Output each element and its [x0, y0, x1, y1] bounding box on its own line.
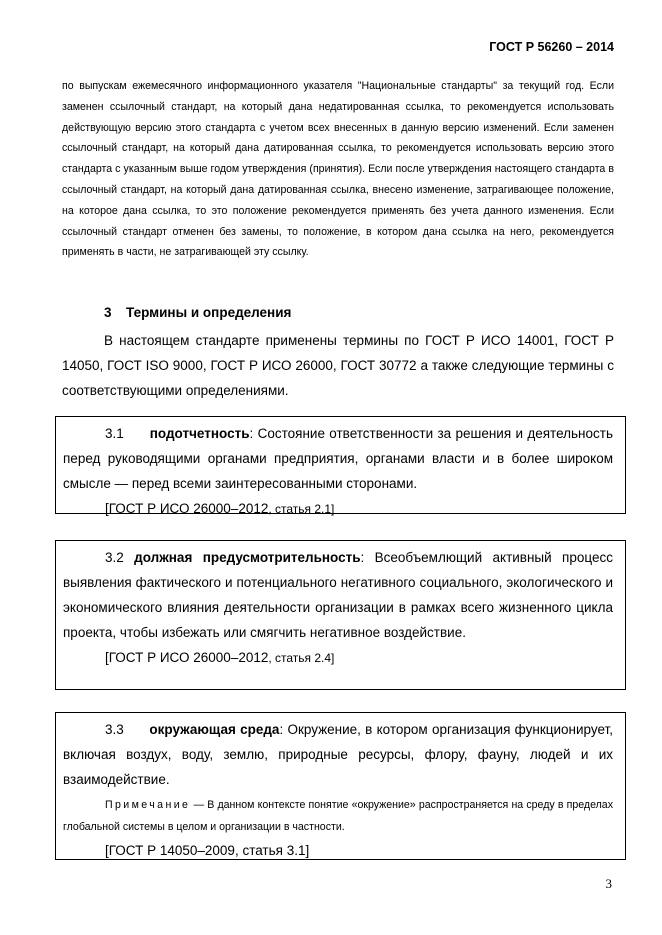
- term-source: [63, 496, 613, 522]
- term-name: должная предусмотрительность: [134, 550, 361, 565]
- term-definition-text: Всеобъемлющий активный процесс выявления фактического и потенциального негативного социального, экологического и экономического влияния деятельности организации в рамках всего жизненного цикла проекта, чтобы избежать или смягчить негативное воздействие.: [63, 550, 613, 640]
- term-definition: 3.2 должная предусмотрительность: Всеобъемлющий активный процесс выявления фактического и потенциального негативного социального, экологического и экономического влияния деятельности организации в рамках всего жизненного цикла проекта, чтобы избежать или смягчить негативное воздействие.: [63, 550, 613, 640]
- term-source-main: [ГОСТ Р ИСО 26000–2012: [105, 650, 269, 665]
- section-heading: [104, 305, 291, 320]
- note-label: Примечание: [105, 799, 191, 811]
- term-box-environment: [55, 712, 626, 860]
- term-box-accountability: [55, 416, 626, 514]
- term-definition-text: Состояние ответственности за решения и деятельность перед руководящими органами предприятия, органами власти и в более широком смысле — перед всеми заинтересованными сторонами.: [63, 426, 613, 491]
- note-text: — В данном контексте понятие «окружение» распространяется на среду в пределах глобальной системы в целом и организации в частности.: [63, 799, 613, 833]
- document-header: ГОСТ Р 56260 – 2014: [489, 40, 614, 54]
- intro-paragraph: по выпускам ежемесячного информационного указателя "Национальные стандарты" за текущий год. Если заменен ссылочный стандарт, на который дана недатированная ссылка, то рекомендуется использовать действующую версию этого стандарта с учетом всех внесенных в данную версию изменений. Если заменен ссылочный стандарт, на который дана датированная ссылка, то рекомендуется использовать версию этого стандарта с указанным выше годом утверждения (принятия). Если после утверждения настоящего стандарта в ссылочный стандарт, на который дана датированная ссылка, внесено изменение, затрагивающее положение, на которое дана ссылка, то это положение рекомендуется применять без учета данного изменения. Если ссылочный стандарт отменен без замены, то положение, в котором дана ссылка на него, рекомендуется применять в части, не затрагивающей эту ссылку.: [62, 80, 614, 259]
- term-name: подотчетность: [149, 426, 250, 441]
- term-definition: 3.3 окружающая среда: Окружение, в котором организация функционирует, включая воздух, воду, землю, природные ресурсы, флору, фауну, людей и их взаимодействие.: [63, 722, 613, 787]
- page-number: 3: [605, 876, 612, 891]
- term-name: окружающая среда: [149, 722, 280, 737]
- term-source: [63, 838, 613, 863]
- term-number: 3.3: [105, 722, 124, 737]
- term-number: 3.2: [105, 550, 124, 565]
- term-box-due-diligence: [55, 540, 626, 690]
- term-source-main: [ГОСТ Р ИСО 26000–2012: [105, 501, 269, 516]
- term-note: [63, 792, 613, 838]
- term-source: [63, 645, 613, 671]
- term-source-main: [ГОСТ Р 14050–2009, статья 3.1]: [105, 843, 310, 858]
- section-intro-text: В настоящем стандарте применены термины по ГОСТ Р ИСО 14001, ГОСТ Р 14050, ГОСТ ISO 9000, ГОСТ Р ИСО 26000, ГОСТ 30772 а также следующие термины с соответствующими определениями.: [62, 333, 614, 398]
- term-source-tail: , статья 2.4]: [268, 651, 335, 665]
- term-number: 3.1: [105, 426, 124, 441]
- section-title: Термины и определения: [126, 305, 292, 320]
- term-source-tail: , статья 2.1]: [268, 502, 335, 516]
- section-number: 3: [104, 305, 112, 320]
- term-definition: 3.1 подотчетность: Состояние ответственности за решения и деятельность перед руководящими органами предприятия, органами власти и в более широком смысле — перед всеми заинтересованными сторонами.: [63, 426, 613, 491]
- term-definition-text: Окружение, в котором организация функционирует, включая воздух, воду, землю, природные ресурсы, флору, фауну, людей и их взаимодействие.: [63, 722, 613, 787]
